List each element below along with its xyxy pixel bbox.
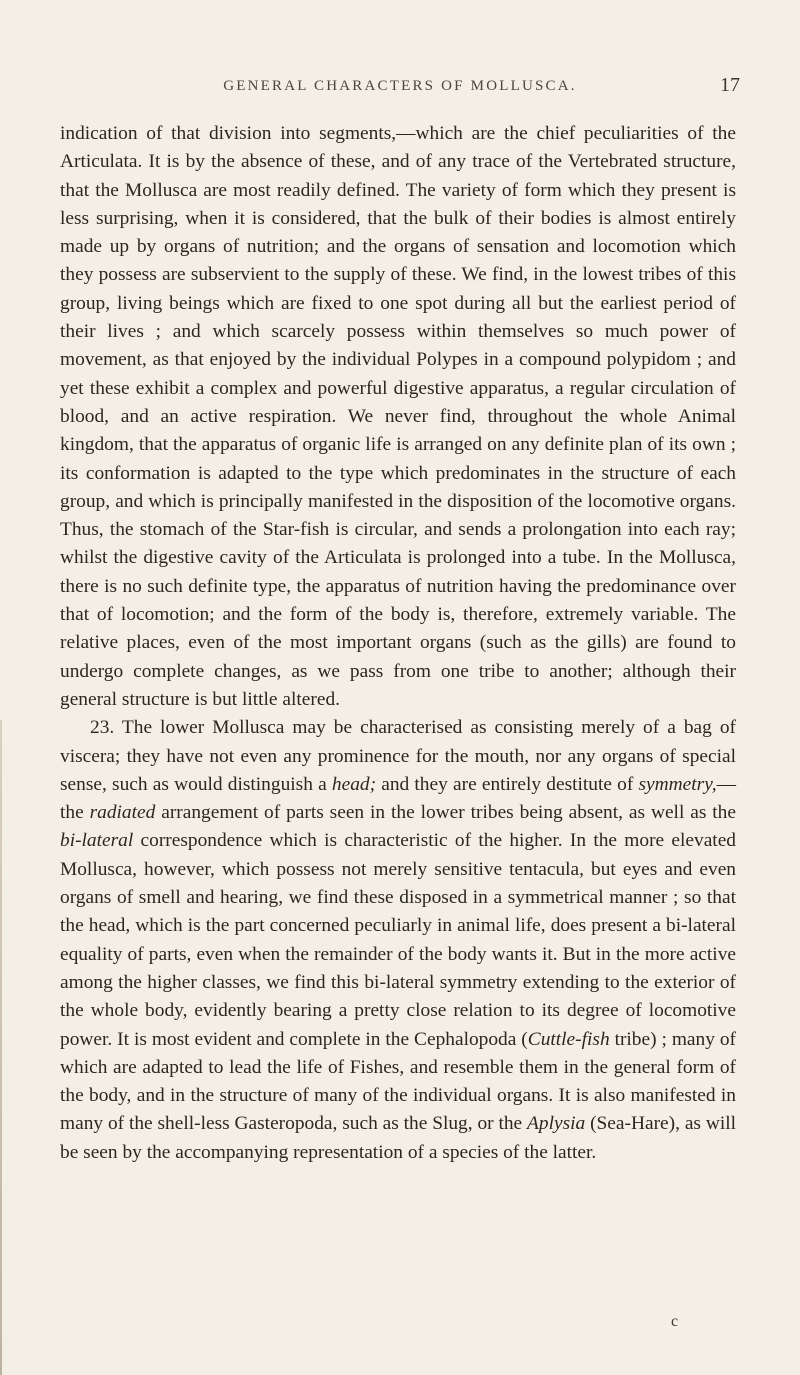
- italic-term: radiated: [89, 802, 156, 824]
- text-run: arrangement of parts seen in the lower tribes being absent, as well as the: [155, 802, 736, 824]
- paragraph: [60, 714, 736, 1167]
- text-run: 23. The lower Mollusca may be characterised as consisting merely of a bag of viscera; they have not even any prominence for the mouth, nor any organs of special sense, such as would distinguish a: [60, 717, 736, 795]
- signature-mark: c: [671, 1313, 679, 1330]
- italic-term: bi-lateral: [60, 830, 134, 852]
- page-edge-shadow: [0, 720, 2, 1375]
- italic-term: symmetry,: [638, 773, 717, 795]
- text-run: indication of that division into segments,—which are the chief peculiarities of the Articulata. It is by the absence of these, and of any trace of the Vertebrated structure, that the Mollusca are most readily defined. The variety of form which they present is less surprising, when it is considered, that the bulk of their bodies is almost entirely made up by organs of nutrition; and the organs of sensation and locomotion which they possess are subservient to the supply of these. We find, in the lowest tribes of this group, living beings which are fixed to one spot during all but the earliest period of their lives ; and which scarcely possess within themselves so much power of movement, as that enjoyed by the individual Polypes in a compound polypidom ; and yet these exhibit a complex and powerful digestive apparatus, a regular circulation of blood, and an active respiration. We never find, throughout the whole Animal kingdom, that the apparatus of organic life is arranged on any definite plan of its own ; its conformation is adapted to the type which predominates in the structure of each group, and which is principally manifested in the disposition of the locomotive organs. Thus, the stomach of the Star-fish is circular, and sends a prolongation into each ray; whilst the digestive cavity of the Articulata is prolonged into a tube. In the Mollusca, there is no such definite type, the apparatus of nutrition having the predominance over that of locomotion; and the form of the body is, therefore, extremely variable. The relative places, even of the most important organs (such as the gills) are found to undergo complete changes, as we pass from one tribe to another; although their general structure is but little altered.: [60, 123, 736, 710]
- text-run: tribe) ; many of which are adapted to lead the life of Fishes, and resemble them in the general form of the body, and in the structure of many of the individual organs. It is also manifested in many of the shell-less Gasteropoda, such as the Slug, or the: [60, 1028, 736, 1135]
- running-head: [60, 74, 740, 102]
- running-title: GENERAL CHARACTERS OF MOLLUSCA.: [223, 78, 577, 94]
- italic-term: Aplysia: [527, 1113, 586, 1135]
- page-number: 17: [720, 74, 740, 96]
- paragraph: [60, 120, 736, 714]
- text-run: —the: [60, 773, 736, 824]
- text-run: and they are entirely destitute of: [376, 773, 639, 795]
- text-run: (Sea-Hare), as will be seen by the accompanying representation of a species of the latter.: [60, 1113, 736, 1163]
- body-text: [60, 120, 736, 1167]
- italic-term: head;: [331, 773, 377, 795]
- italic-term: Cuttle-fish: [527, 1028, 610, 1050]
- text-run: correspondence which is characteristic of the higher. In the more elevated Mollusca, however, which possess not merely sensitive tentacula, but eyes and even organs of smell and hearing, we find these disposed in a symmetrical manner ; so that the head, which is the part concerned peculiarly in animal life, does present a bi-lateral equality of parts, even when the remainder of the body wants it. But in the more active among the higher classes, we find this bi-lateral symmetry extending to the exterior of the whole body, evidently bearing a pretty close relation to its degree of locomotive power. It is most evident and complete in the Cephalopoda (: [60, 830, 736, 1050]
